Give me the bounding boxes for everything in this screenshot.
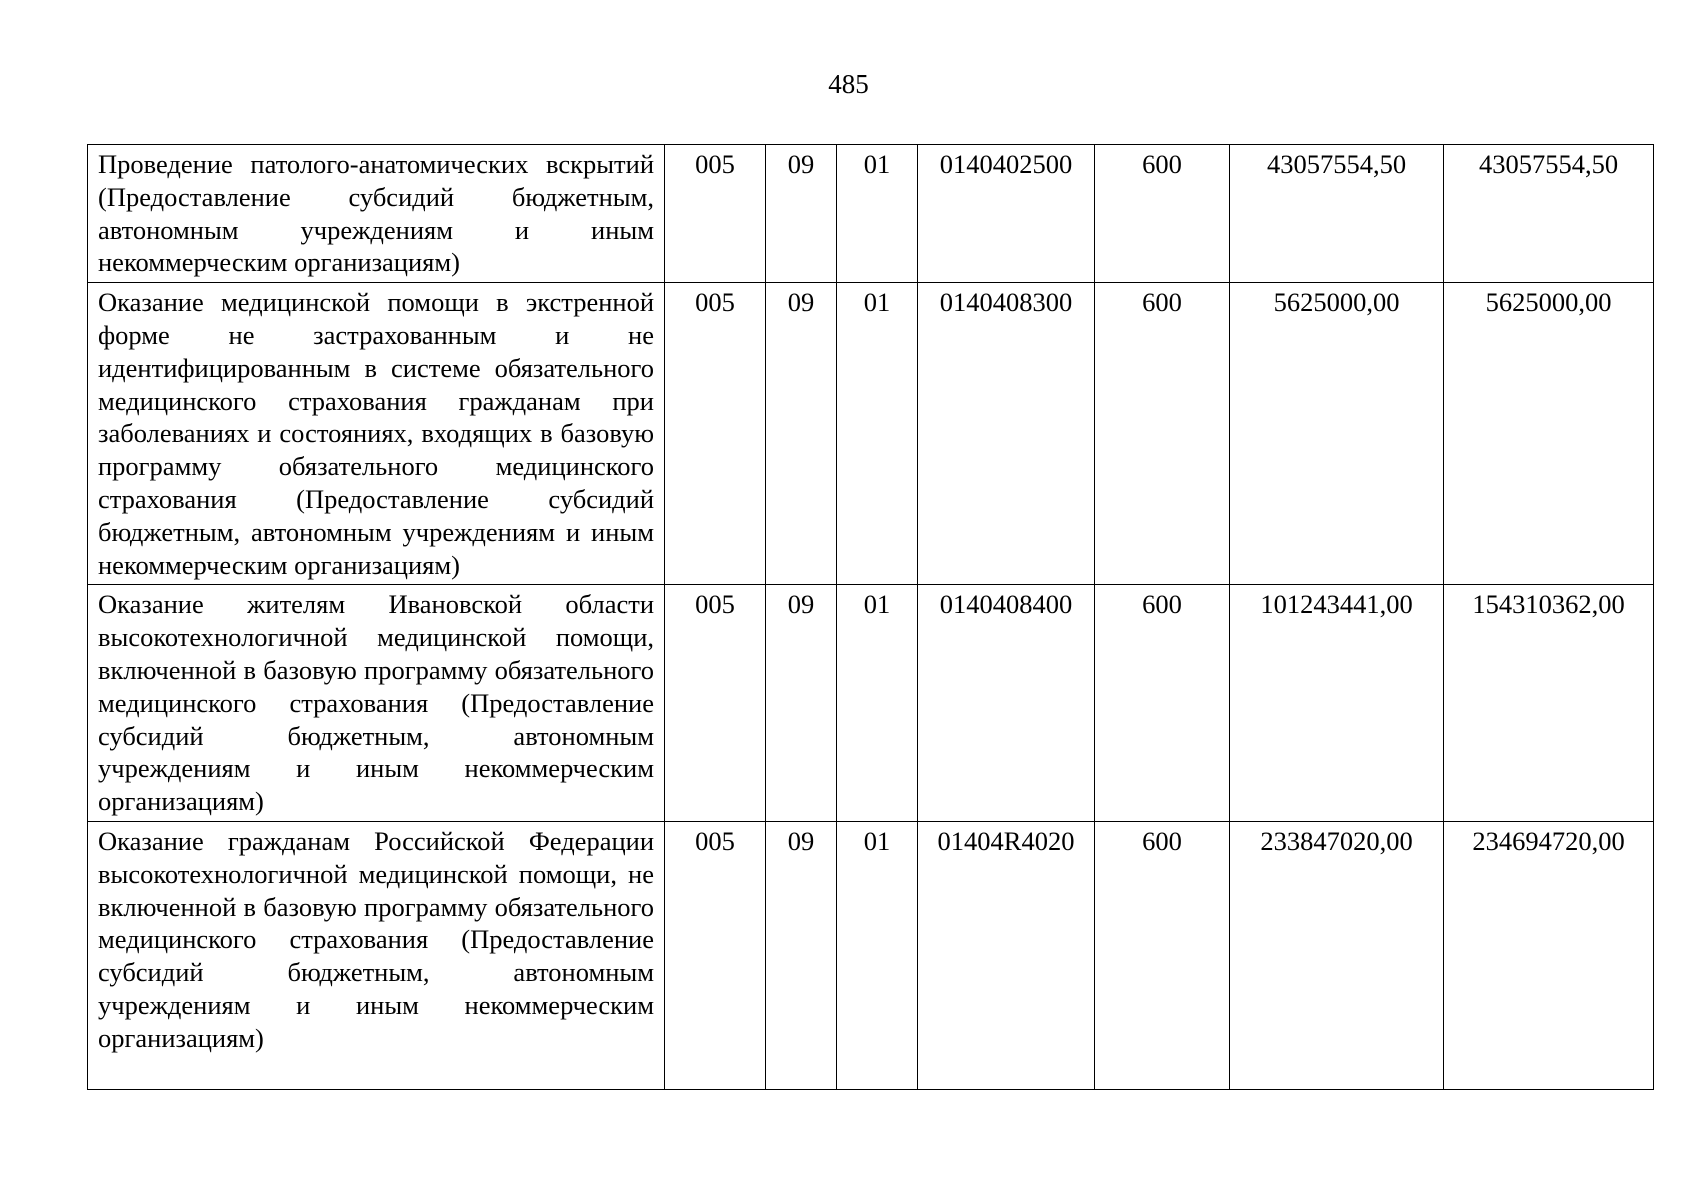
target-article-cell: 0140408300 — [918, 283, 1095, 585]
description-cell — [88, 145, 665, 283]
subsection-code-cell: 01 — [837, 145, 918, 283]
section-code-cell: 09 — [766, 821, 837, 1089]
amount-second-cell: 234694720,00 — [1444, 821, 1654, 1089]
page-number: 485 — [828, 69, 869, 99]
ministry-code-cell: 005 — [665, 283, 766, 585]
ministry-code-cell: 005 — [665, 145, 766, 283]
table-row — [88, 821, 1654, 1089]
table-row — [88, 283, 1654, 585]
description-text: Оказание медицинской помощи в экстренной форме не застрахованным и не идентифицированным в системе обязательного медицинского страхования гражданам при заболеваниях и состояниях, входящих в базовую программу обязательного медицинского страхования (Предоставление субсидий бюджетным, автономным учреждениям и иным некоммерческим организациям) — [98, 287, 654, 580]
description-text: Оказание жителям Ивановской области высокотехнологичной медицинской помощи, включенной в базовую программу обязательного медицинского страхования (Предоставление субсидий бюджетным, автономным учреждениям и иным некоммерческим организациям) — [98, 589, 654, 817]
subsection-code-cell: 01 — [837, 283, 918, 585]
target-article-cell: 01404R4020 — [918, 821, 1095, 1089]
description-cell — [88, 821, 665, 1089]
table-row — [88, 585, 1654, 822]
ministry-code-cell: 005 — [665, 585, 766, 822]
amount-first-cell: 5625000,00 — [1230, 283, 1444, 585]
amount-second-cell: 5625000,00 — [1444, 283, 1654, 585]
description-cell — [88, 585, 665, 822]
description-text: Проведение патолого-анатомических вскрытий (Предоставление субсидий бюджетным, автономным учреждениям и иным некоммерческим организациям) — [98, 149, 654, 278]
description-cell — [88, 283, 665, 585]
amount-second-cell: 154310362,00 — [1444, 585, 1654, 822]
expense-type-cell: 600 — [1095, 585, 1230, 822]
expense-type-cell: 600 — [1095, 283, 1230, 585]
subsection-code-cell: 01 — [837, 821, 918, 1089]
section-code-cell: 09 — [766, 145, 837, 283]
target-article-cell: 0140402500 — [918, 145, 1095, 283]
section-code-cell: 09 — [766, 283, 837, 585]
subsection-code-cell: 01 — [837, 585, 918, 822]
amount-first-cell: 101243441,00 — [1230, 585, 1444, 822]
amount-second-cell: 43057554,50 — [1444, 145, 1654, 283]
budget-table — [87, 144, 1654, 1090]
expense-type-cell: 600 — [1095, 145, 1230, 283]
description-text: Оказание гражданам Российской Федерации высокотехнологичной медицинской помощи, не включенной в базовую программу обязательного медицинского страхования (Предоставление субсидий бюджетным, автономным учреждениям и иным некоммерческим организациям) — [98, 825, 654, 1053]
table-row — [88, 145, 1654, 283]
amount-first-cell: 43057554,50 — [1230, 145, 1444, 283]
ministry-code-cell: 005 — [665, 821, 766, 1089]
amount-first-cell: 233847020,00 — [1230, 821, 1444, 1089]
expense-type-cell: 600 — [1095, 821, 1230, 1089]
target-article-cell: 0140408400 — [918, 585, 1095, 822]
section-code-cell: 09 — [766, 585, 837, 822]
